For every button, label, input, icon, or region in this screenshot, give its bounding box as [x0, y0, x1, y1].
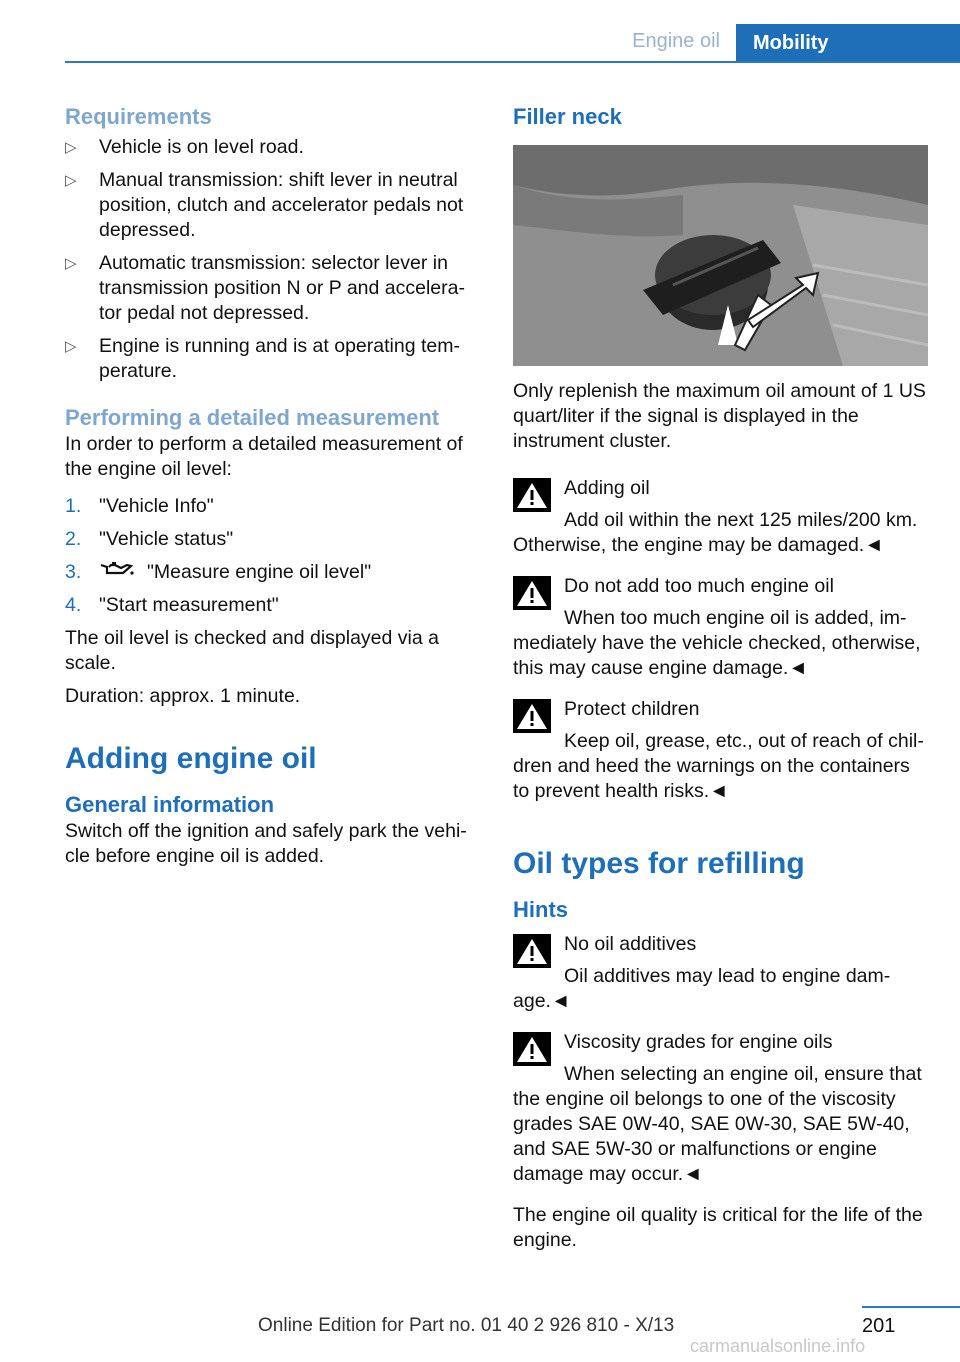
footer-rule — [862, 1306, 960, 1308]
warning-block — [513, 1030, 928, 1187]
step-item — [65, 527, 480, 552]
triangle-bullet-icon: ▷ — [65, 338, 77, 355]
step-text: "Vehicle Info" — [99, 495, 214, 517]
step-number: 4. — [65, 594, 82, 617]
list-item — [65, 334, 480, 384]
header-section-title: Engine oil — [632, 30, 720, 52]
warning-block — [513, 932, 928, 1014]
warning-triangle-icon — [513, 576, 551, 610]
step-item — [65, 593, 480, 618]
warning-title: Protect children — [564, 698, 700, 720]
step-number: 2. — [65, 528, 82, 550]
step-item — [65, 494, 480, 519]
filler-neck-heading: Filler neck — [513, 104, 622, 129]
list-item-text: Manual transmission: shift lever in neutral position, clutch and accelerator pedals not depressed. — [99, 169, 464, 241]
oil-can-icon — [99, 560, 135, 585]
measurement-heading: Performing a detailed measurement — [65, 405, 440, 430]
page-number: 201 — [862, 1315, 896, 1337]
requirements-heading: Requirements — [65, 104, 212, 129]
list-item-text: Automatic transmission: selector lever in transmission position N or P and accelera‐tor pedal not depressed. — [99, 252, 465, 324]
warning-block — [513, 574, 928, 681]
measurement-steps — [65, 494, 480, 618]
step-text: "Measure engine oil level" — [147, 561, 372, 583]
oil-types-heading: Oil types for refilling — [513, 847, 805, 880]
warning-triangle-icon — [513, 699, 551, 733]
filler-neck-photo — [513, 145, 928, 366]
warning-text: When selecting an engine oil, ensure that the engine oil belongs to one of the viscosity grades SAE 0W-40, SAE 0W-30, SAE 5W-40, and SAE 5W-30 or malfunctions or engine damage may occur.◄ — [513, 1063, 922, 1185]
right-column — [513, 103, 928, 1253]
list-item-text: Vehicle is on level road. — [99, 136, 304, 158]
warning-text: Add oil within the next 125 miles/200 km. Otherwise, the engine may be damaged.◄ — [513, 509, 918, 556]
triangle-bullet-icon: ▷ — [65, 255, 77, 272]
measurement-intro: In order to perform a detailed measurement of the engine oil level: — [65, 433, 463, 480]
warning-title: Do not add too much engine oil — [564, 575, 834, 597]
triangle-bullet-icon: ▷ — [65, 139, 77, 156]
warning-block — [513, 697, 928, 804]
warning-text: When too much engine oil is added, im‐mediately have the vehicle checked, otherwise, this may cause engine damage.◄ — [513, 607, 921, 679]
left-column — [65, 103, 480, 869]
adding-oil-heading: Adding engine oil — [65, 742, 317, 776]
step-text: "Vehicle status" — [99, 528, 234, 550]
warning-triangle-icon — [513, 478, 551, 512]
header-rule — [65, 61, 960, 63]
step-number: 3. — [65, 561, 82, 583]
requirements-list — [65, 135, 480, 384]
list-item — [65, 168, 480, 243]
step-item — [65, 560, 480, 585]
warning-title: Adding oil — [564, 477, 650, 499]
warning-text: Oil additives may lead to engine dam‐age.◄ — [513, 965, 891, 1012]
watermark: carmanualsonline.info — [690, 1336, 866, 1356]
warning-triangle-icon — [513, 934, 551, 968]
duration-text: Duration: approx. 1 minute. — [65, 685, 301, 708]
replenish-text: Only replenish the maximum oil amount of 1 US quart/liter if the signal is displayed in the instrument cluster. — [513, 380, 926, 452]
step-number: 1. — [65, 495, 82, 517]
hints-heading: Hints — [513, 897, 568, 922]
warning-text: Keep oil, grease, etc., out of reach of chil‐dren and heed the warnings on the containers to prevent health risks.◄ — [513, 730, 924, 802]
header-chapter-tab: Mobility — [736, 24, 960, 62]
general-info-heading: General information — [65, 792, 275, 818]
warning-title: Viscosity grades for engine oils — [564, 1031, 833, 1053]
list-item-text: Engine is running and is at operating tem‐perature. — [99, 335, 460, 382]
general-info-text: Switch off the ignition and safely park the vehi‐cle before engine oil is added. — [65, 820, 467, 868]
edition-note: Online Edition for Part no. 01 40 2 926 810 - X/13 — [258, 1315, 675, 1336]
list-item — [65, 251, 480, 326]
oil-quality-text: The engine oil quality is critical for the life of the engine. — [513, 1204, 923, 1251]
warning-triangle-icon — [513, 1032, 551, 1066]
warning-title: No oil additives — [564, 933, 697, 955]
warning-block — [513, 476, 928, 558]
list-item — [65, 135, 480, 160]
step-text: "Start measurement" — [99, 594, 279, 617]
triangle-bullet-icon: ▷ — [65, 172, 77, 189]
result-text: The oil level is checked and displayed via a scale. — [65, 627, 439, 675]
